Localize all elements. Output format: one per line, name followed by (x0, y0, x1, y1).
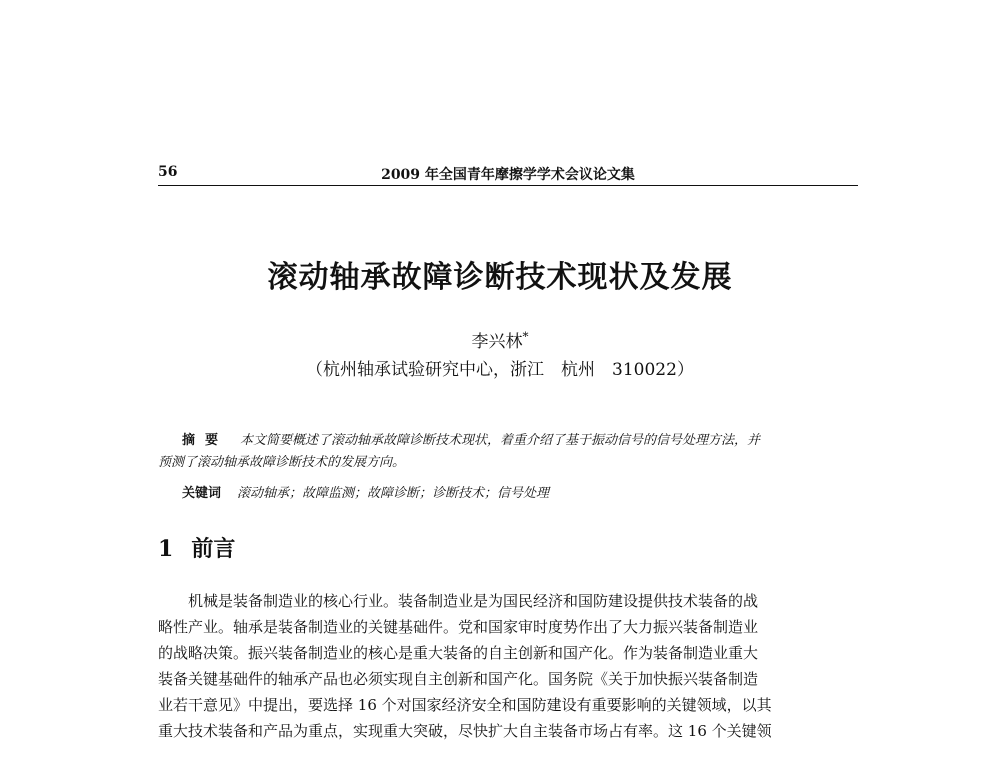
header-rule (158, 185, 858, 186)
author-name: 李兴林 (471, 332, 523, 352)
abstract-label: 摘要 (182, 433, 229, 448)
running-head: 2009 年全国青年摩擦学学术会议论文集 (381, 167, 635, 183)
keywords-text: 滚动轴承；故障监测；故障诊断；诊断技术；信号处理 (237, 486, 550, 501)
abstract (158, 430, 858, 474)
section-title: 前言 (191, 536, 236, 562)
body-line: 略性产业。轴承是装备制造业的关键基础件。党和国家审时度势作出了大力振兴装备制造业 (158, 618, 759, 636)
abstract-text-1: 本文简要概述了滚动轴承故障诊断技术现状，着重介绍了基于振动信号的信号处理方法，并 (240, 433, 761, 448)
section-number: 1 (158, 536, 174, 562)
page-header (158, 164, 858, 186)
body-line: 业若干意见》中提出，要选择 16 个对国家经济安全和国防建设有重要影响的关键领域，以其 (158, 696, 772, 714)
body-line: 装备关键基础件的轴承产品也必须实现自主创新和国产化。国务院《关于加快振兴装备制造 (158, 670, 759, 688)
abstract-line-2: 预测了滚动轴承故障诊断技术的发展方向。 (158, 455, 406, 470)
keywords (182, 482, 549, 501)
abstract-line-1 (158, 430, 858, 452)
body-line: 机械是装备制造业的核心行业。装备制造业是为国民经济和国防建设提供技术装备的战 (188, 592, 759, 610)
author-line (0, 327, 1000, 352)
keywords-label: 关键词 (182, 486, 222, 501)
body-paragraph (158, 588, 858, 744)
section-heading (158, 532, 235, 563)
author-footnote-mark: * (522, 329, 529, 344)
body-line: 的战略决策。振兴装备制造业的核心是重大装备的自主创新和国产化。作为装备制造业重大 (158, 644, 759, 662)
body-line: 重大技术装备和产品为重点，实现重大突破，尽快扩大自主装备市场占有率。这 16 个关键领 (158, 722, 772, 740)
page-number: 56 (158, 164, 178, 180)
paper-title: 滚动轴承故障诊断技术现状及发展 (267, 260, 733, 295)
author-affiliation: （杭州轴承试验研究中心，浙江 杭州 310022） (306, 360, 694, 380)
